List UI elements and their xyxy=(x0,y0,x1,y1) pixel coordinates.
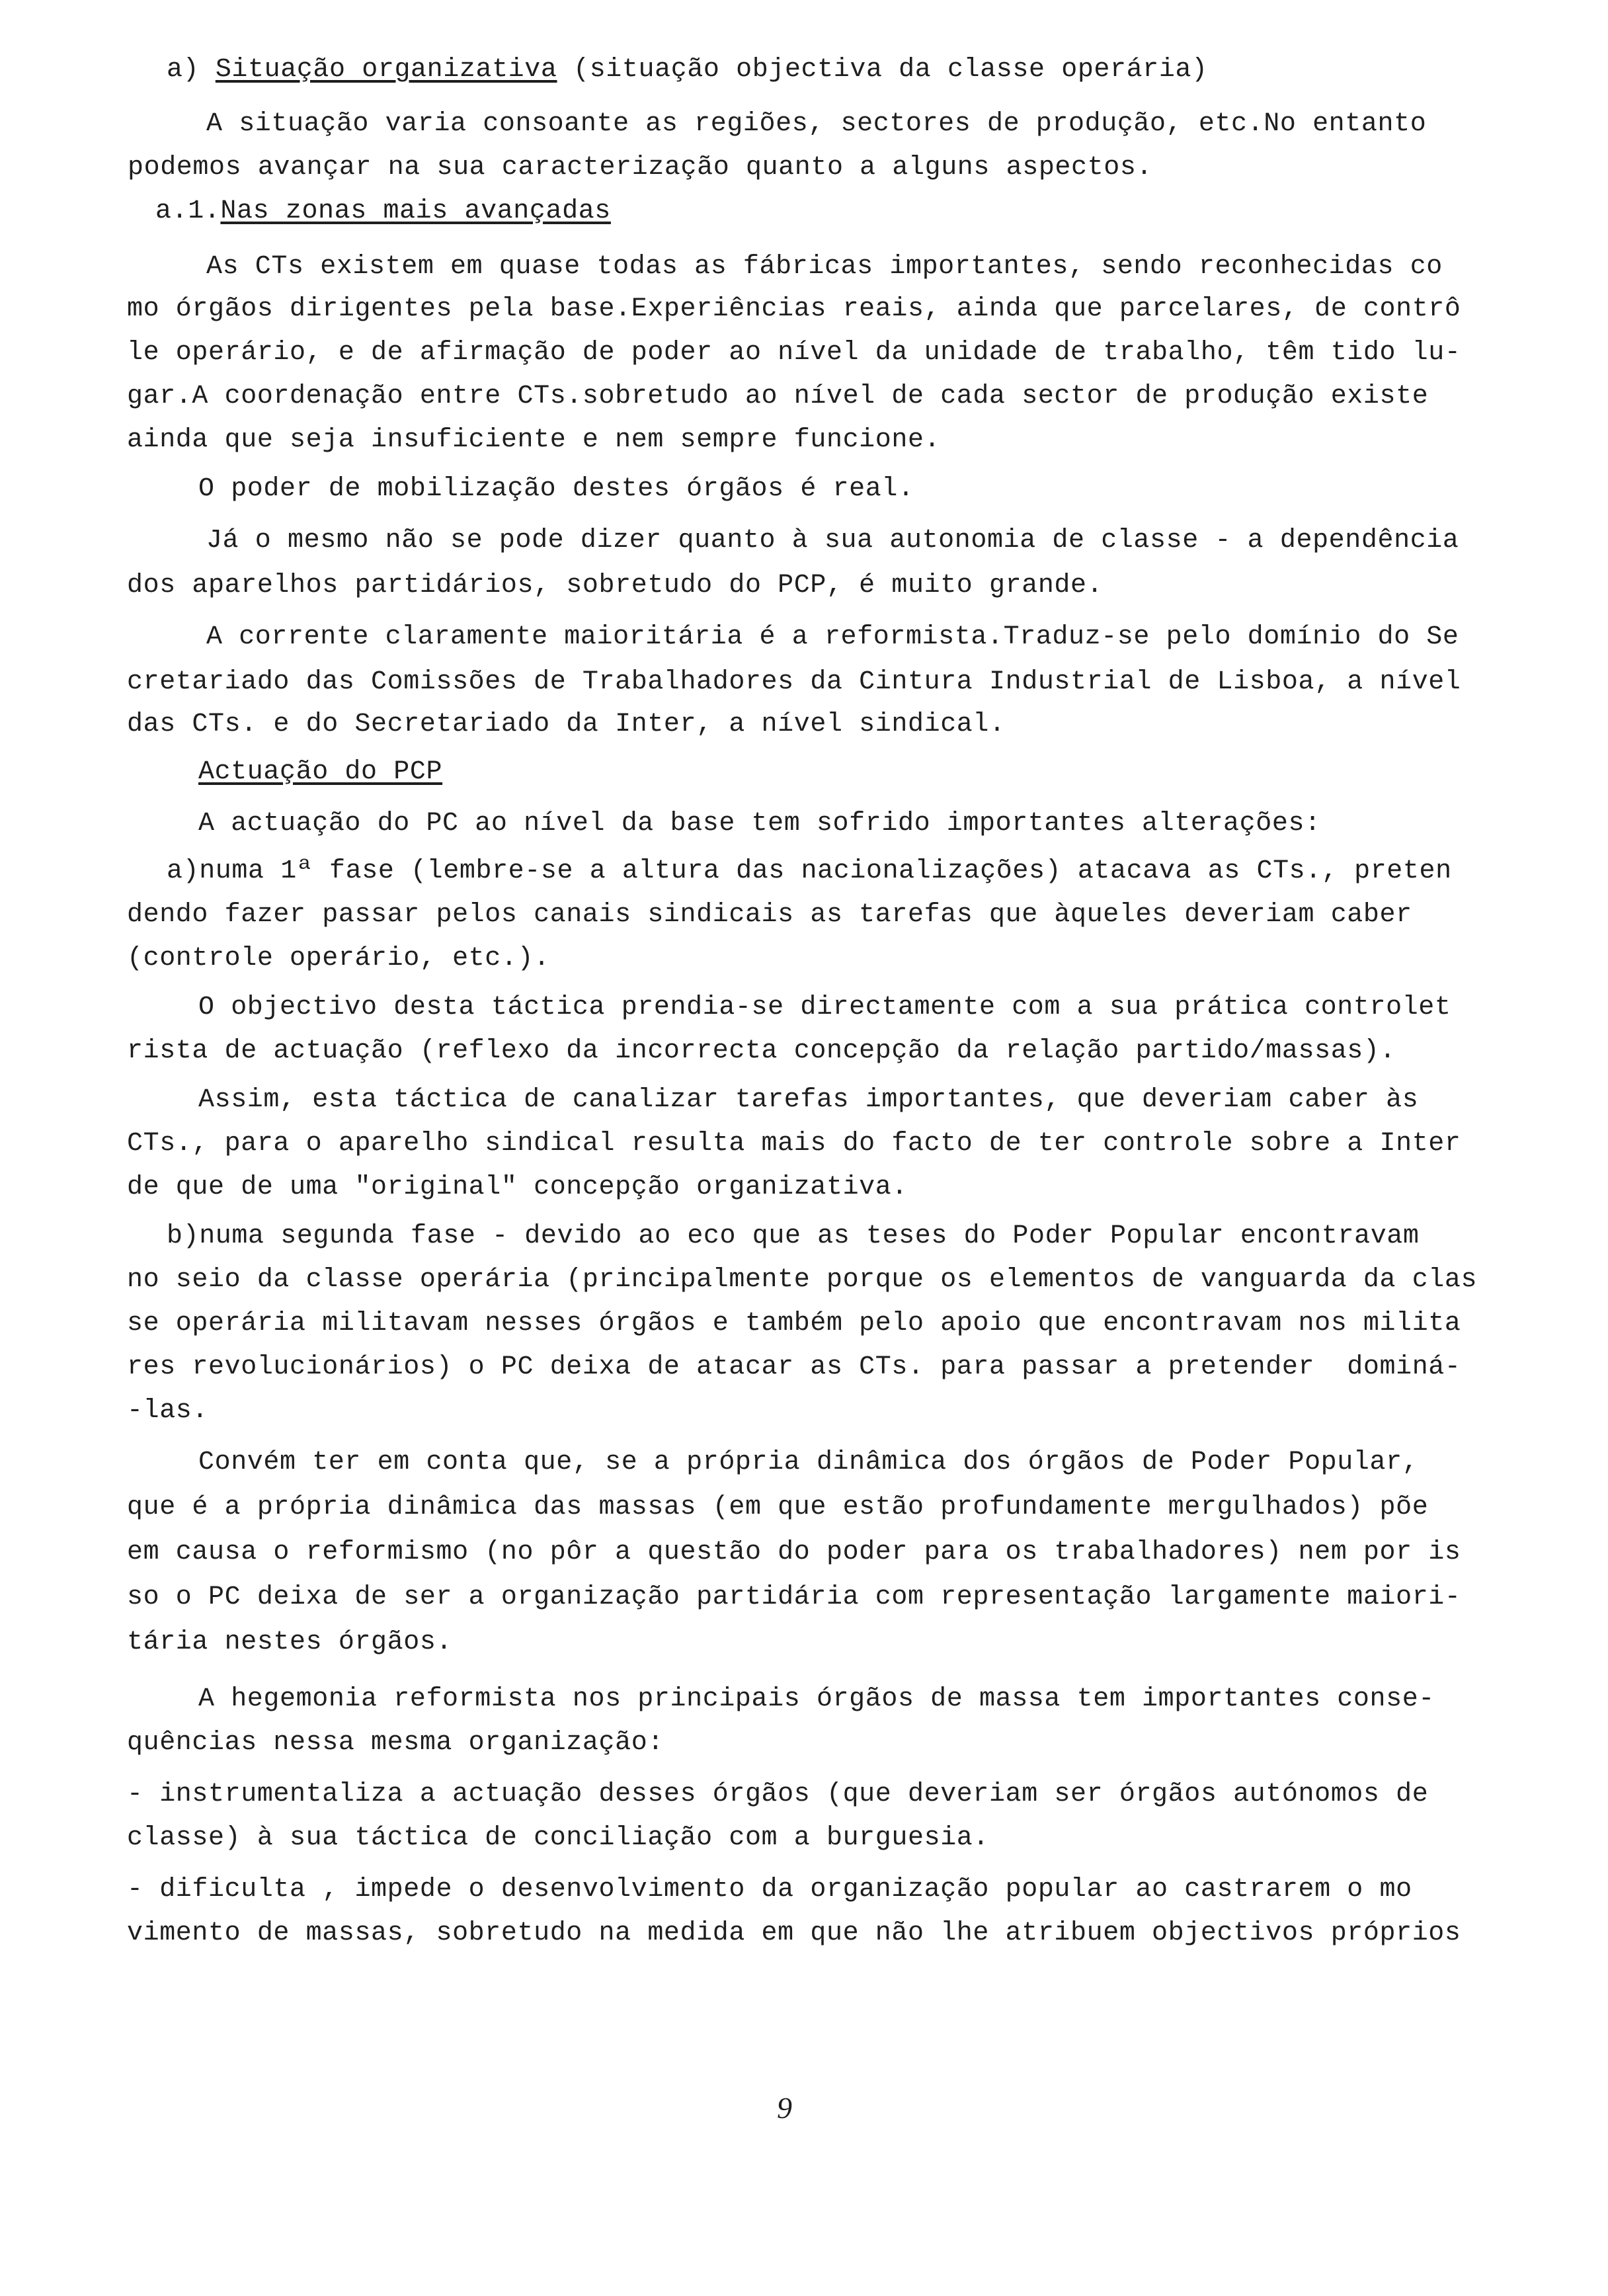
underlined-heading: Actuação do PCP xyxy=(198,757,443,787)
text-segment: cretariado das Comissões de Trabalhadores da Cintura Industrial de Lisboa, a nível xyxy=(127,667,1461,697)
text-line xyxy=(127,1126,1461,1163)
text-line xyxy=(198,1082,1418,1119)
text-line xyxy=(127,1915,1461,1952)
text-segment: rista de actuação (reflexo da incorrecta concepção da relação partido/massas). xyxy=(127,1036,1396,1066)
text-segment: quências nessa mesma organização: xyxy=(127,1728,664,1758)
text-segment: (situação objectiva da classe operária) xyxy=(557,55,1208,85)
text-line xyxy=(127,1262,1477,1299)
text-segment: -las. xyxy=(127,1396,209,1426)
text-segment: dendo fazer passar pelos canais sindicais as tarefas que àqueles deveriam caber xyxy=(127,900,1412,930)
text-segment: Convém ter em conta que, se a própria dinâmica dos órgãos de Poder Popular, xyxy=(198,1448,1419,1477)
text-segment: se operária militavam nesses órgãos e também pelo apoio que encontravam nos milita xyxy=(127,1309,1461,1338)
text-line xyxy=(127,1534,1461,1571)
page-number: 9 xyxy=(777,2091,792,2125)
text-line xyxy=(127,1725,664,1762)
text-line xyxy=(198,1681,1435,1718)
text-line xyxy=(127,897,1412,934)
text-segment: mo órgãos dirigentes pela base.Experiências reais, ainda que parcelares, de contrô xyxy=(127,294,1461,324)
text-segment: le operário, e de afirmação de poder ao nível da unidade de trabalho, têm tido lu- xyxy=(127,338,1461,368)
text-segment: em causa o reformismo (no pôr a questão do poder para os trabalhadores) nem por is xyxy=(127,1538,1461,1567)
text-line xyxy=(127,1489,1428,1526)
text-line xyxy=(127,567,1103,604)
text-segment: no seio da classe operária (principalmente porque os elementos de vanguarda da clas xyxy=(127,1265,1478,1295)
text-line xyxy=(198,805,1321,842)
text-line xyxy=(127,1776,1428,1813)
text-line xyxy=(127,1871,1412,1908)
text-segment: O poder de mobilização destes órgãos é real. xyxy=(198,474,914,504)
text-line xyxy=(206,619,1459,656)
text-segment: As CTs existem em quase todas as fábricas importantes, sendo reconhecidas co xyxy=(206,252,1443,282)
text-segment: a) xyxy=(167,55,216,85)
text-line xyxy=(127,378,1428,415)
text-line xyxy=(206,522,1459,559)
text-line xyxy=(127,1349,1461,1386)
text-line xyxy=(127,422,940,459)
text-segment: (controle operário, etc.). xyxy=(127,944,550,973)
text-line xyxy=(127,664,1461,701)
text-line xyxy=(127,1820,989,1857)
text-line xyxy=(127,1033,1396,1070)
text-line xyxy=(127,1579,1461,1616)
text-line xyxy=(127,940,550,977)
text-line xyxy=(127,706,1006,743)
text-line xyxy=(127,1624,452,1661)
text-line xyxy=(127,335,1461,372)
text-line xyxy=(127,1305,1461,1342)
text-line xyxy=(198,1444,1418,1481)
text-segment: so o PC deixa de ser a organização partidária com representação largamente maiori- xyxy=(127,1582,1461,1612)
text-line xyxy=(127,1393,208,1430)
text-segment: vimento de massas, sobretudo na medida em que não lhe atribuem objectivos próprios xyxy=(127,1918,1461,1948)
text-segment: - instrumentaliza a actuação desses órgãos (que deveriam ser órgãos autónomos de xyxy=(127,1780,1429,1809)
text-segment: gar.A coordenação entre CTs.sobretudo ao nível de cada sector de produção existe xyxy=(127,382,1429,411)
text-segment: CTs., para o aparelho sindical resulta mais do facto de ter controle sobre a Inter xyxy=(127,1129,1461,1159)
text-segment: classe) à sua táctica de conciliação com a burguesia. xyxy=(127,1823,990,1853)
text-line xyxy=(206,106,1426,143)
text-segment: a.1. xyxy=(155,196,221,226)
text-segment: - dificulta , impede o desenvolvimento da organização popular ao castrarem o mo xyxy=(127,1875,1412,1905)
underlined-heading: Situação organizativa xyxy=(215,55,557,85)
text-segment: b)numa segunda fase - devido ao eco que as teses do Poder Popular encontravam xyxy=(167,1221,1420,1251)
text-segment: Assim, esta táctica de canalizar tarefas importantes, que deveriam caber às xyxy=(198,1085,1419,1115)
text-line xyxy=(198,471,914,508)
text-segment: que é a própria dinâmica das massas (em que estão profundamente mergulhados) põe xyxy=(127,1493,1429,1522)
text-segment: A situação varia consoante as regiões, sectores de produção, etc.No entanto xyxy=(206,109,1427,139)
text-line xyxy=(167,1218,1420,1255)
text-segment: tária nestes órgãos. xyxy=(127,1627,453,1657)
text-segment: a)numa 1ª fase (lembre-se a altura das nacionalizações) atacava as CTs., preten xyxy=(167,856,1452,886)
text-line xyxy=(127,291,1461,328)
text-segment: das CTs. e do Secretariado da Inter, a nível sindical. xyxy=(127,710,1006,739)
text-segment: ainda que seja insuficiente e nem sempre funcione. xyxy=(127,425,941,455)
text-segment: O objectivo desta táctica prendia-se directamente com a sua prática controlet xyxy=(198,993,1451,1022)
text-segment: A actuação do PC ao nível da base tem sofrido importantes alterações: xyxy=(198,809,1321,839)
text-line xyxy=(167,853,1452,890)
text-line xyxy=(155,193,611,230)
underlined-heading: Nas zonas mais avançadas xyxy=(220,196,611,226)
text-line xyxy=(198,989,1451,1026)
text-segment: res revolucionários) o PC deixa de atacar as CTs. para passar a pretender dominá- xyxy=(127,1352,1461,1382)
text-line xyxy=(127,1169,908,1206)
text-line xyxy=(167,52,1208,89)
text-segment: A corrente claramente maioritária é a reformista.Traduz-se pelo domínio do Se xyxy=(206,622,1459,652)
text-line xyxy=(198,754,442,791)
text-line xyxy=(128,149,1152,186)
text-segment: de que de uma "original" concepção organizativa. xyxy=(127,1172,908,1202)
text-segment: Já o mesmo não se pode dizer quanto à sua autonomia de classe - a dependência xyxy=(206,526,1459,555)
text-segment: podemos avançar na sua caracterização quanto a alguns aspectos. xyxy=(128,153,1153,183)
text-segment: A hegemonia reformista nos principais órgãos de massa tem importantes conse- xyxy=(198,1684,1435,1714)
text-segment: dos aparelhos partidários, sobretudo do PCP, é muito grande. xyxy=(127,571,1104,600)
text-line xyxy=(206,249,1443,286)
